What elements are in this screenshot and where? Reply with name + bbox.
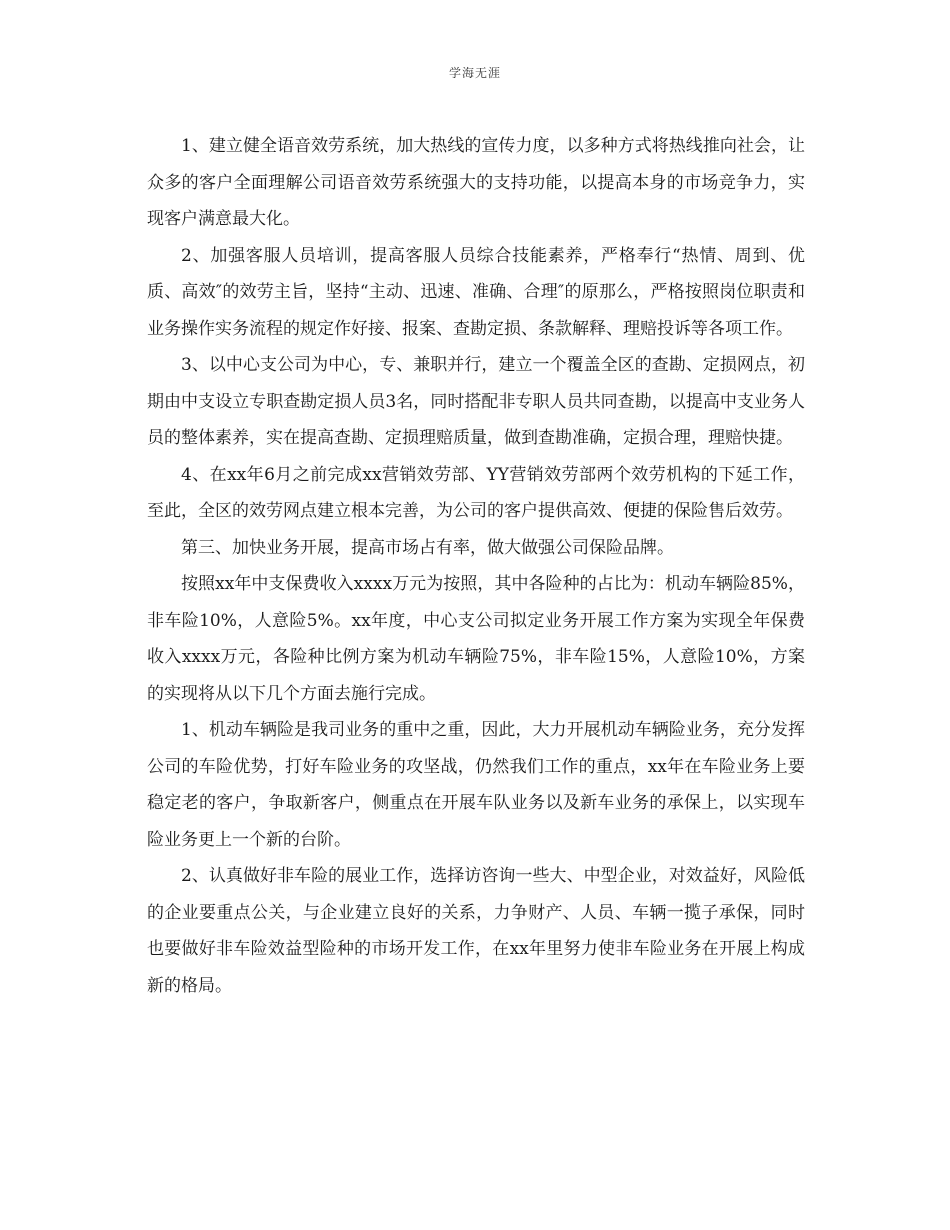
document-body [147,128,805,1004]
page-header: 学海无涯 [448,66,501,80]
paragraph-2: 2、加强客服人员培训，提高客服人员综合技能素养，严格奉行“热情、周到、优质、高效″的效劳主旨，坚持“主动、迅速、准确、合理″的原那么，严格按照岗位职责和业务操作实务流程的规定作好接、报案、查勘定损、条款解释、理赔投诉等各项工作。 [147,245,805,339]
paragraph-7: 1、机动车辆险是我司业务的重中之重，因此，大力开展机动车辆险业务，充分发挥公司的车险优势，打好车险业务的攻坚战，仍然我们工作的重点，xx年在车险业务上要稳定老的客户，争取新客户，侧重点在开展车队业务以及新车业务的承保上，以实现车险业务更上一个新的台阶。 [147,720,805,850]
section-heading-third: 第三、加快业务开展，提高市场占有率，做大做强公司保险品牌。 [181,537,674,558]
paragraph-4: 4、在xx年6月之前完成xx营销效劳部、YY营销效劳部两个效劳机构的下延工作，至此，全区的效劳网点建立根本完善，为公司的客户提供高效、便捷的保险售后效劳。 [147,464,805,521]
paragraph-8: 2、认真做好非车险的展业工作，选择访咨询一些大、中型企业，对效益好，风险低的企业要重点公关，与企业建立良好的关系，力争财产、人员、车辆一揽子承保，同时也要做好非车险效益型险种的市场开发工作，在xx年里努力使非车险业务在开展上构成新的格局。 [147,866,805,996]
paragraph-1: 1、建立健全语音效劳系统，加大热线的宣传力度，以多种方式将热线推向社会，让众多的客户全面理解公司语音效劳系统强大的支持功能，以提高本身的市场竞争力，实现客户满意最大化。 [147,136,805,229]
paragraph-6: 按照xx年中支保费收入xxxx万元为按照，其中各险种的占比为：机动车辆险85%，非车险10%，人意险5%。xx年度，中心支公司拟定业务开展工作方案为实现全年保费收入xxxx万元，各险种比例方案为机动车辆险75%，非车险15%，人意险10%，方案的实现将从以下几个方面去施行完成。 [147,574,805,704]
paragraph-3: 3、以中心支公司为中心，专、兼职并行，建立一个覆盖全区的查勘、定损网点，初期由中支设立专职查勘定损人员3名，同时搭配非专职人员共同查勘，以提高中支业务人员的整体素养，实在提高查勘、定损理赔质量，做到查勘准确，定损合理，理赔快捷。 [147,355,805,448]
